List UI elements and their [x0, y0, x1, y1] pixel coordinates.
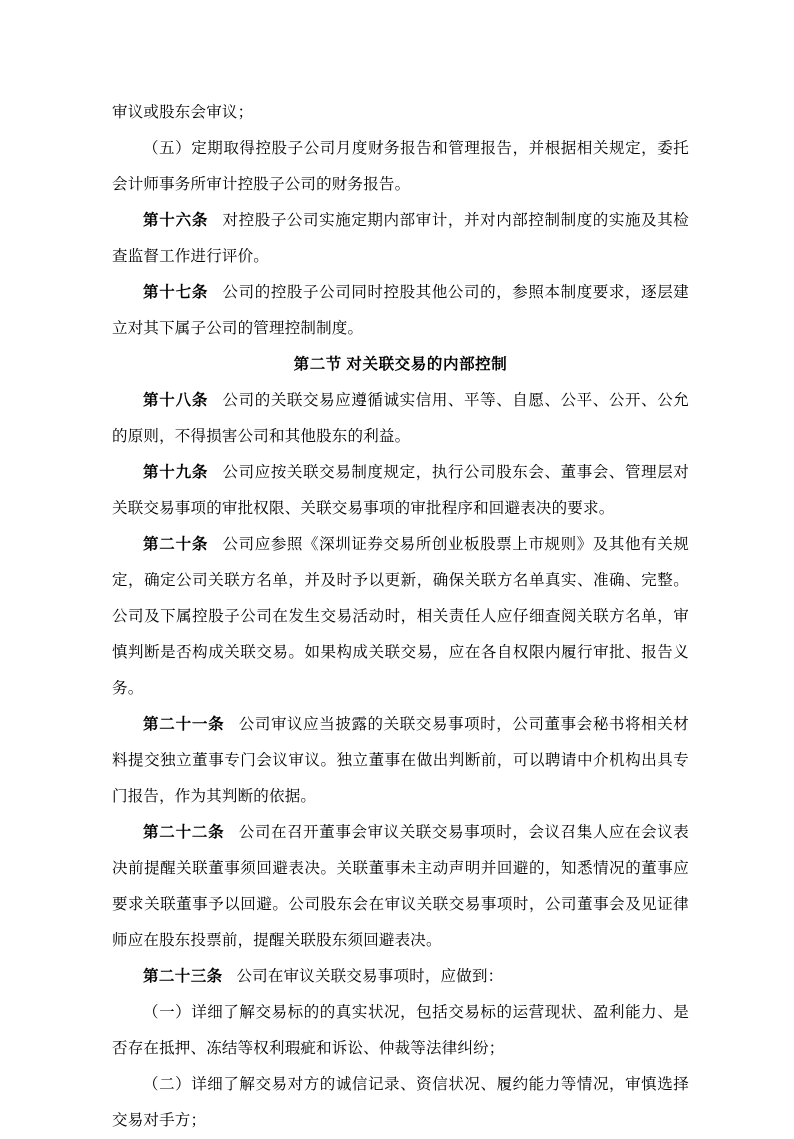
article-18-label: 第十八条 [143, 392, 209, 409]
article-21 [112, 707, 689, 815]
article-21-text: 公司审议应当披露的关联交易事项时，公司董事会秘书将相关材料提交独立董事专门会议审议。独立董事在做出判断前，可以聘请中介机构出具专门报告，作为其判断的依据。 [112, 716, 689, 805]
article-19-label: 第十九条 [143, 464, 209, 481]
article-23-label: 第二十三条 [143, 968, 223, 985]
document-body [112, 95, 689, 1139]
article-16 [112, 203, 689, 275]
article-18 [112, 383, 689, 455]
article-23-text: 公司在审议关联交易事项时，应做到： [236, 968, 504, 985]
article-17 [112, 275, 689, 347]
article-17-text: 公司的控股子公司同时控股其他公司的，参照本制度要求，逐层建立对其下属子公司的管理控制制度。 [112, 284, 689, 337]
article-16-label: 第十六条 [143, 212, 209, 229]
paragraph-continued-line: 审议或股东会审议； [112, 104, 254, 121]
article-23-item-2: （二）详细了解交易对方的诚信记录、资信状况、履约能力等情况，审慎选择交易对手方； [112, 1076, 689, 1129]
article-18-text: 公司的关联交易应遵循诚实信用、平等、自愿、公平、公开、公允的原则，不得损害公司和其他股东的利益。 [112, 392, 689, 445]
article-17-label: 第十七条 [143, 284, 209, 301]
paragraph-item-5: （五）定期取得控股子公司月度财务报告和管理报告，并根据相关规定，委托会计师事务所审计控股子公司的财务报告。 [112, 140, 689, 193]
article-19 [112, 455, 689, 527]
article-19-text: 公司应按关联交易制度规定，执行公司股东会、董事会、管理层对关联交易事项的审批权限、关联交易事项的审批程序和回避表决的要求。 [112, 464, 689, 517]
article-23-item-1: （一）详细了解交易标的的真实状况，包括交易标的运营现状、盈利能力、是否存在抵押、冻结等权利瑕疵和诉讼、仲裁等法律纠纷； [112, 1004, 689, 1057]
article-20 [112, 527, 689, 707]
article-21-label: 第二十一条 [143, 716, 225, 733]
article-22 [112, 815, 689, 959]
article-23 [112, 959, 689, 995]
article-22-text: 公司在召开董事会审议关联交易事项时，会议召集人应在会议表决前提醒关联董事须回避表决。关联董事未主动声明并回避的，知悉情况的董事应要求关联董事予以回避。公司股东会在审议关联交易事项时，公司董事会及见证律师应在股东投票前，提醒关联股东须回避表决。 [112, 824, 689, 949]
article-20-label: 第二十条 [143, 536, 209, 553]
section-2-heading: 第二节 对关联交易的内部控制 [293, 356, 508, 373]
article-20-text: 公司应参照《深圳证券交易所创业板股票上市规则》及其他有关规定，确定公司关联方名单，并及时予以更新，确保关联方名单真实、准确、完整。公司及下属控股子公司在发生交易活动时，相关责任人应仔细查阅关联方名单，审慎判断是否构成关联交易。如果构成关联交易，应在各自权限内履行审批、报告义务。 [112, 536, 689, 697]
article-22-label: 第二十二条 [143, 824, 225, 841]
article-16-text: 对控股子公司实施定期内部审计，并对内部控制制度的实施及其检查监督工作进行评价。 [112, 212, 689, 265]
